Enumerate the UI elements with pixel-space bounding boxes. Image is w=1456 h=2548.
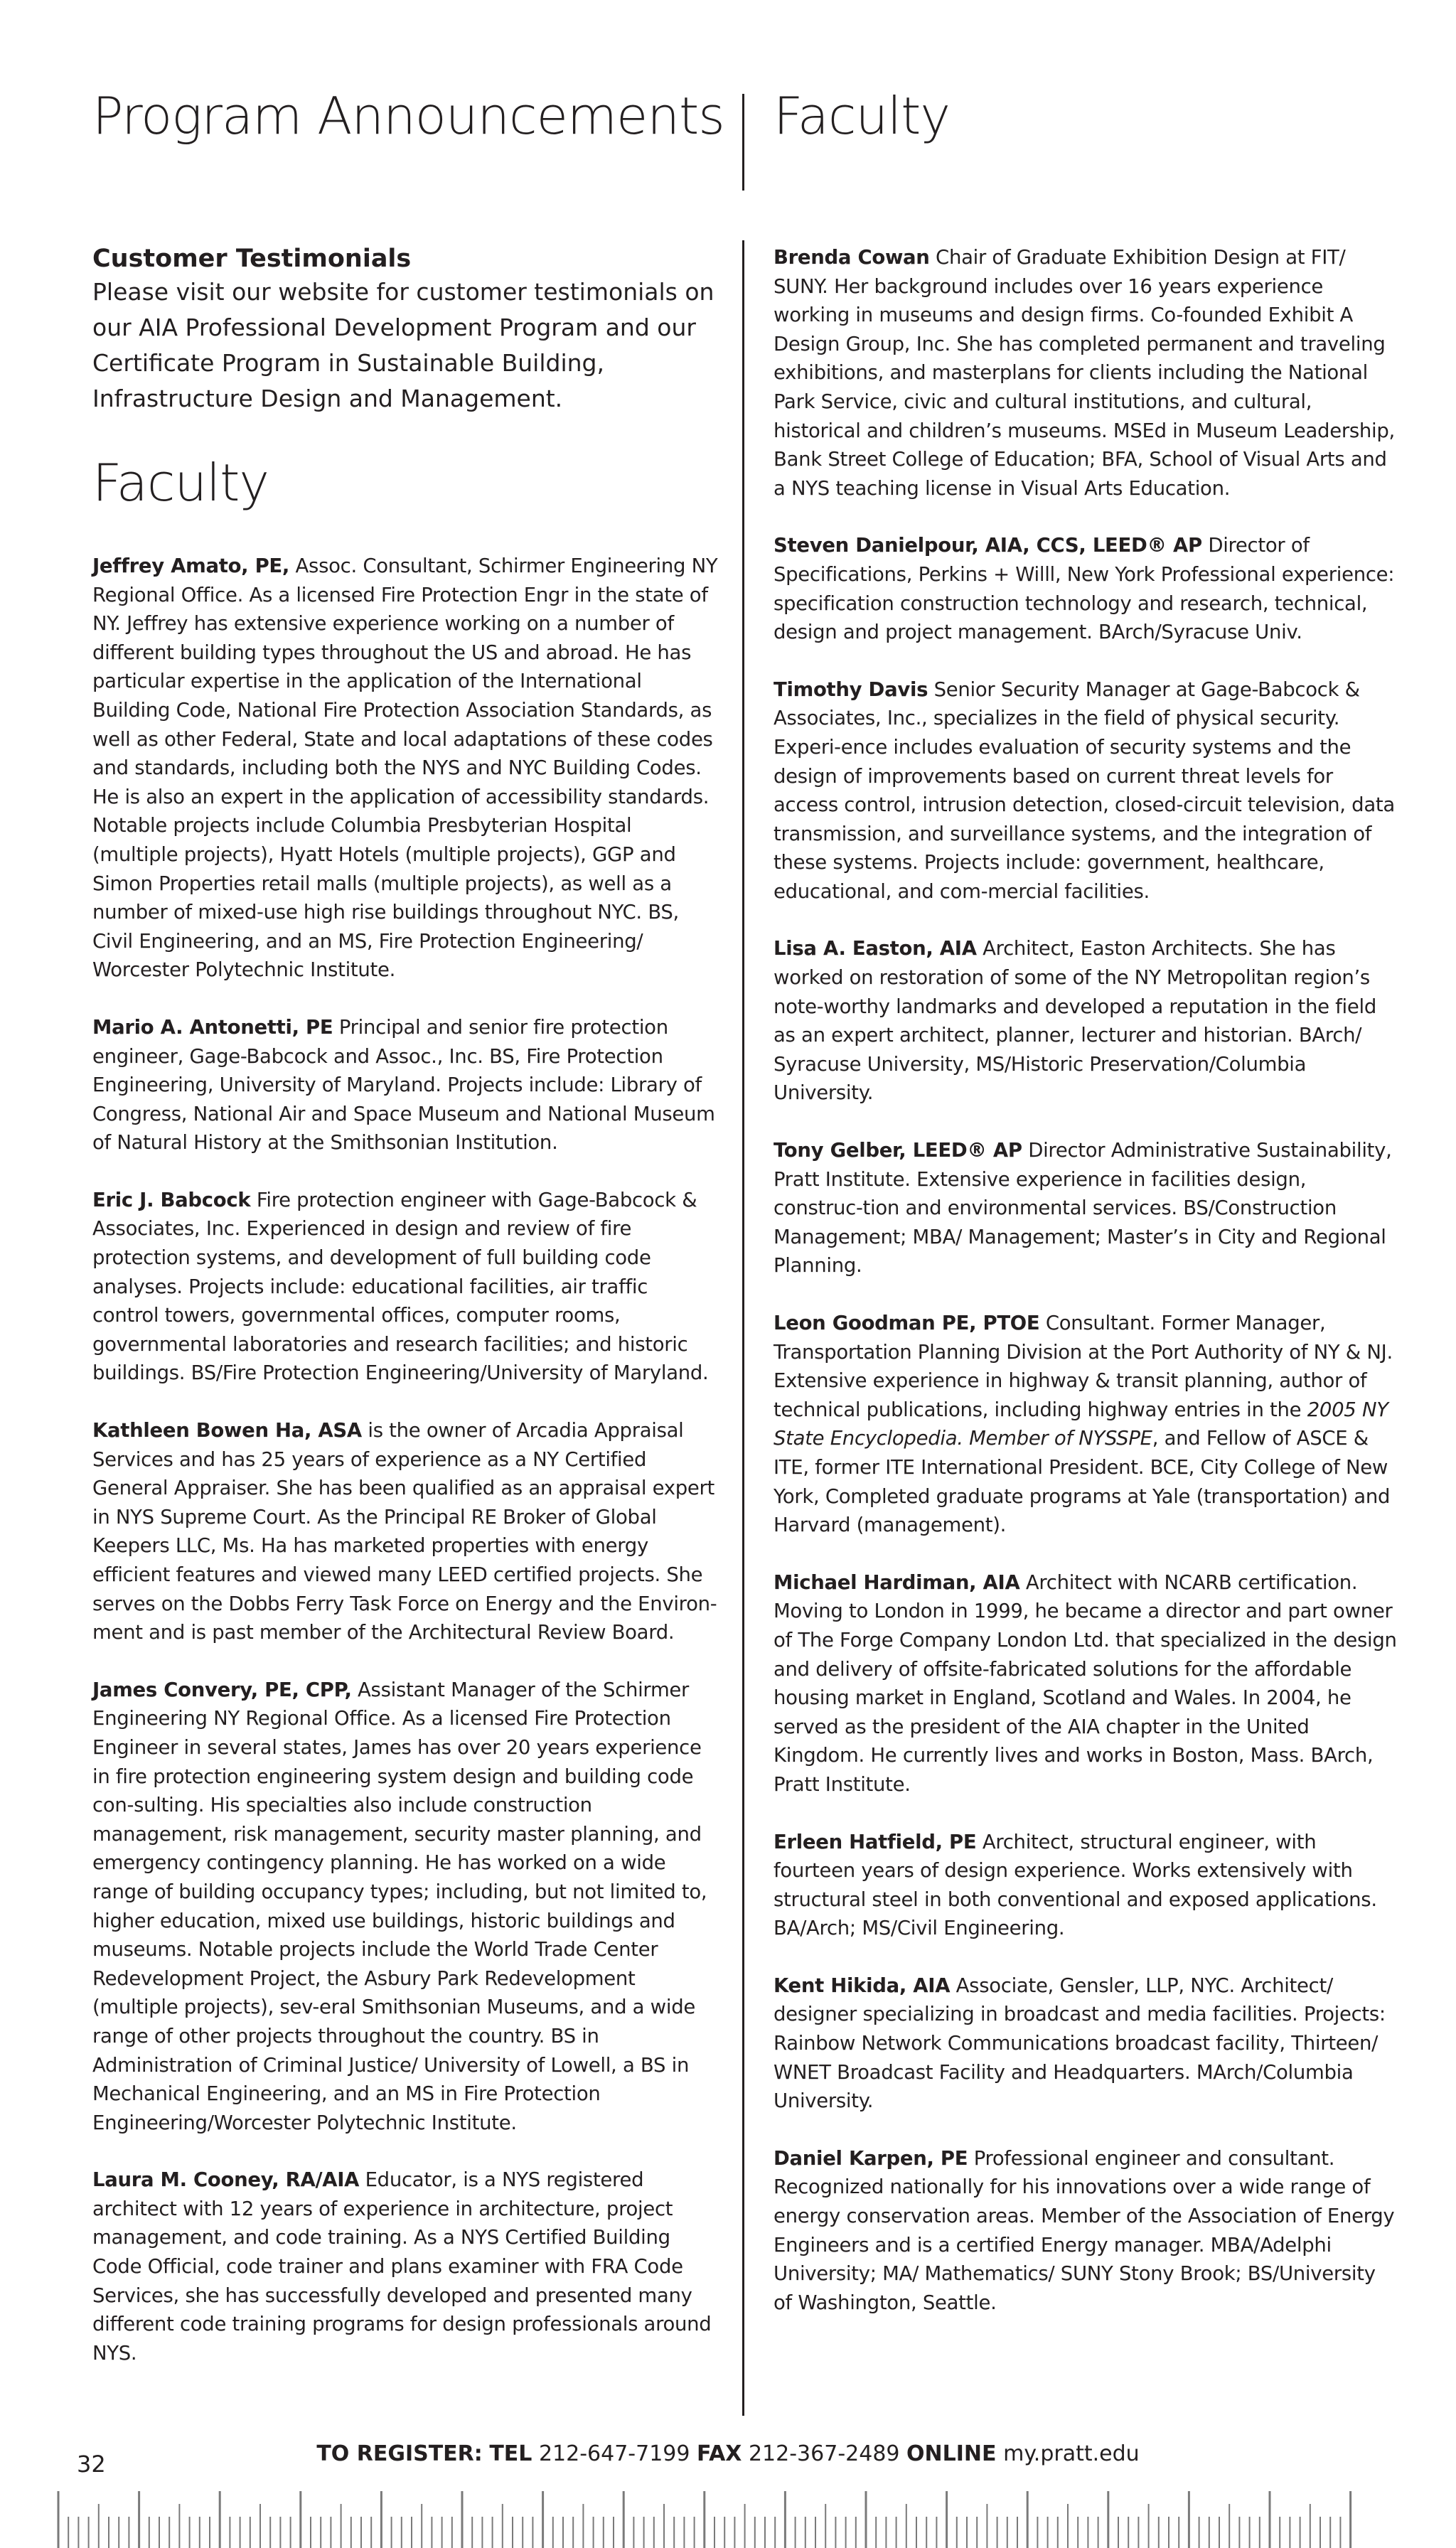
faculty-list-right (774, 243, 1399, 2317)
faculty-description: Fire protection engineer with Gage-Babcock & Associates, Inc. Experienced in design and review of fire protection systems, and development of full building code analyses. Projects include: educational facilities, air traffic control towers, governmental offices, computer rooms, governmental laboratories and research facilities; and historic buildings. BS/Fire Protection Engineering/University of Maryland. (92, 1188, 709, 1385)
faculty-name: Lisa A. Easton, AIA (774, 937, 977, 960)
faculty-description: Associate, Gensler, LLP, NYC. Architect/ designer specializing in broadcast and media facilities. Projects: Rainbow Network Communications broadcast facility, Thirteen/ WNET Broadcast Facility and Headquarters. MArch/Columbia University. (774, 1974, 1386, 2113)
faculty-name: Michael Hardiman, AIA (774, 1570, 1020, 1594)
faculty-bio (774, 1828, 1399, 1943)
title-divider (742, 94, 744, 191)
faculty-bio (774, 675, 1399, 906)
faculty-bio (774, 2144, 1399, 2318)
online-label: ONLINE (906, 2441, 997, 2466)
faculty-description-cont: , and Fellow of ASCE & ITE, former ITE International President. BCE, City College of New York, Completed graduate programs at Yale (transportation) and Harvard (management). (774, 1427, 1391, 1537)
right-column (774, 243, 1399, 2345)
faculty-bio (774, 243, 1399, 503)
faculty-name: Jeffrey Amato, PE, (92, 555, 290, 577)
column-divider (742, 240, 744, 2416)
tel-label: TEL (489, 2441, 532, 2466)
register-label: TO REGISTER: (316, 2441, 483, 2466)
faculty-description: Senior Security Manager at Gage-Babcock & Associates, Inc., specializes in the field of physical security. Experi-ence includes evaluation of security systems and the design of improvements based on current threat levels for access control, intrusion detection, closed-circuit television, data transmission, and surveillance systems, and the integration of these systems. Projects include: government, healthcare, educational, and com-mercial facilities. (774, 678, 1395, 903)
faculty-name: Eric J. Babcock (92, 1188, 251, 1211)
website-url: my.pratt.edu (1003, 2441, 1140, 2466)
faculty-bio (774, 934, 1399, 1108)
faculty-bio (92, 1416, 718, 1647)
faculty-description: Consultant. Former Manager, Transportation Planning Division at the Port Authority of NY & NJ. Extensive experience in highway & transit planning, author of technical publications, including highway entries in the (774, 1312, 1393, 1421)
faculty-description: Assoc. Consultant, Schirmer Engineering NY Regional Office. As a licensed Fire Protection Engr in the state of NY. Jeffrey has extensive experience working on a number of different building types throughout the US and abroad. He has particular expertise in the application of the International Building Code, National Fire Protection Association Standards, as well as other Federal, State and local adaptations of these codes and standards, including both the NYS and NYC Building Codes. He is also an expert in the application of accessibility standards. Notable projects include Columbia Presbyterian Hospital (multiple projects), Hyatt Hotels (multiple projects), GGP and Simon Properties retail malls (multiple projects), as well as a number of mixed-use high rise buildings throughout NYC. BS, Civil Engineering, and an MS, Fire Protection Engineering/ Worcester Polytechnic Institute. (92, 555, 718, 982)
page-number: 32 (77, 2451, 106, 2478)
faculty-bio (774, 1136, 1399, 1280)
ruler-decoration (0, 2474, 1456, 2548)
faculty-description: is the owner of Arcadia Appraisal Services and has 25 years of experience as a NY Certified General Appraiser. She has been qualified as an appraisal expert in NYS Supreme Court. As the Principal RE Broker of Global Keepers LLC, Ms. Ha has marketed properties with energy efficient features and viewed many LEED certified projects. She serves on the Dobbs Ferry Task Force on Energy and the Environ-ment and is past member of the Architectural Review Board. (92, 1419, 717, 1644)
faculty-name: Tony Gelber, LEED® AP (774, 1139, 1022, 1162)
faculty-description: Architect with NCARB certification. Moving to London in 1999, he became a director and part owner of The Forge Company London Ltd. that specialized in the design and delivery of offsite-fabricated solutions for the affordable housing market in England, Scotland and Wales. In 2004, he served as the president of the AIA chapter in the United Kingdom. He currently lives and works in Boston, Mass. BArch, Pratt Institute. (774, 1570, 1397, 1796)
faculty-description: Architect, Easton Architects. She has worked on restoration of some of the NY Metropolitan region’s note-worthy landmarks and developed a reputation in the field as an expert architect, planner, lecturer and historian. BArch/ Syracuse University, MS/Historic Preservation/Columbia University. (774, 937, 1377, 1105)
faculty-name: Steven Danielpour, AIA, CCS, LEED® AP (774, 534, 1202, 557)
faculty-name: Kathleen Bowen Ha, ASA (92, 1419, 362, 1442)
faculty-name: Mario A. Antonetti, PE (92, 1015, 333, 1039)
faculty-bio (92, 1186, 718, 1388)
fax-label: FAX (697, 2441, 742, 2466)
testimonials-heading: Customer Testimonials (92, 245, 412, 273)
faculty-name: Daniel Karpen, PE (774, 2146, 968, 2170)
faculty-name: James Convery, PE, CPP, (92, 1678, 352, 1701)
faculty-list-left (92, 552, 718, 2367)
faculty-name: Erleen Hatfield, PE (774, 1830, 977, 1853)
faculty-bio (92, 1676, 718, 2138)
testimonials-body: Please visit our website for customer testimonials on our AIA Professional Development Program and our Certificate Program in Sustainable Building, Infrastructure Design and Management. (92, 278, 714, 412)
faculty-title: Faculty (774, 86, 950, 146)
faculty-description: Architect, structural engineer, with fourteen years of design experience. Works extensively with structural steel in both conventional and exposed applications. BA/Arch; MS/Civil Engineering. (774, 1830, 1377, 1940)
faculty-description: Educator, is a NYS registered architect with 12 years of experience in architecture, project management, and code training. As a NYS Certified Building Code Official, code trainer and plans examiner with FRA Code Services, she has successfully developed and presented many different code training programs for design professionals around NYS. (92, 2168, 712, 2365)
faculty-name: Laura M. Cooney, RA/AIA (92, 2168, 360, 2192)
register-footer (0, 2440, 1456, 2468)
phone-number: 212-647-7199 (538, 2441, 690, 2466)
faculty-subheading: Faculty (92, 453, 269, 513)
faculty-bio (92, 2166, 718, 2367)
faculty-bio (774, 1309, 1399, 1540)
faculty-name: Brenda Cowan (774, 246, 930, 269)
fax-number: 212-367-2489 (748, 2441, 900, 2466)
left-column (92, 243, 718, 2396)
faculty-bio (774, 531, 1399, 646)
faculty-name: Leon Goodman PE, PTOE (774, 1312, 1040, 1334)
faculty-name: Kent Hikida, AIA (774, 1974, 951, 1997)
faculty-description: Director Administrative Sustainability, Pratt Institute. Extensive experience in facilities design, construc-tion and environmental services. BS/Construction Management; MBA/ Management; Master’s in City and Regional Planning. (774, 1139, 1392, 1278)
faculty-description: Principal and senior fire protection engineer, Gage-Babcock and Assoc., Inc. BS, Fire Protection Engineering, University of Maryland. Projects include: Library of Congress, National Air and Space Museum and National Museum of Natural History at the Smithsonian Institution. (92, 1015, 715, 1155)
page-title: Program Announcements (92, 86, 724, 146)
faculty-bio (774, 1971, 1399, 2116)
faculty-italic-text: 2005 NY State Encyclopedia. Member of NYSSPE (774, 1398, 1388, 1450)
faculty-name: Timothy Davis (774, 678, 928, 701)
faculty-description: Chair of Graduate Exhibition Design at FIT/ SUNY. Her background includes over 16 years experience working in museums and design firms. Co-founded Exhibit A Design Group, Inc. She has completed permanent and traveling exhibitions, and masterplans for clients including the National Park Service, civic and cultural institutions, and cultural, historical and children’s museums. MSEd in Museum Leadership, Bank Street College of Education; BFA, School of Visual Arts and a NYS teaching license in Visual Arts Education. (774, 246, 1395, 500)
faculty-bio (774, 1568, 1399, 1799)
faculty-bio (92, 1013, 718, 1157)
faculty-description: Assistant Manager of the Schirmer Engineering NY Regional Office. As a licensed Fire Protection Engineer in several states, James has over 20 years experience in fire protection engineering system design and building code con-sulting. His specialties also include construction management, risk management, security master planning, and emergency contingency planning. He has worked on a wide range of building occupancy types; including, but not limited to, higher education, mixed use buildings, historic buildings and museums. Notable projects include the World Trade Center Redevelopment Project, the Asbury Park Redevelopment (multiple projects), sev-eral Smithsonian Museums, and a wide range of other projects throughout the country. BS in Administration of Criminal Justice/ University of Lowell, a BS in Mechanical Engineering, and an MS in Fire Protection Engineering/Worcester Polytechnic Institute. (92, 1678, 707, 2134)
faculty-description: Director of Specifications, Perkins + Willl, New York Professional experience: specification construction technology and research, technical, design and project management. BArch/Syracuse Univ. (774, 534, 1395, 644)
faculty-bio (92, 552, 718, 985)
faculty-description: Professional engineer and consultant. Recognized nationally for his innovations over a wide range of energy conservation areas. Member of the Association of Energy Engineers and is a certified Energy manager. MBA/Adelphi University; MA/ Mathematics/ SUNY Stony Brook; BS/University of Washington, Seattle. (774, 2146, 1395, 2314)
